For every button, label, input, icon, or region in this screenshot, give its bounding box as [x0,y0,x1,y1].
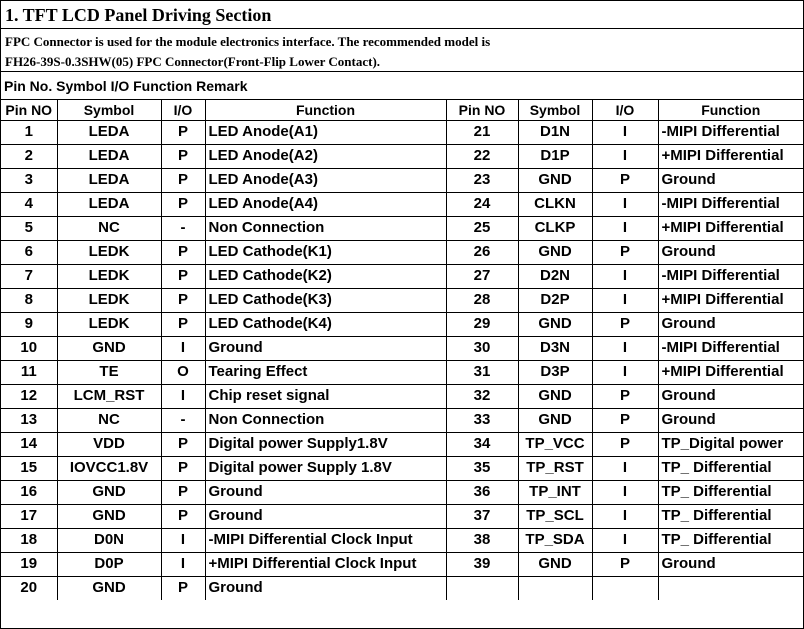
table-row [1,552,803,576]
description [1,29,803,72]
pin-table [1,100,803,600]
function-cell: +MIPI Differential Clock Input [205,552,446,576]
symbol-cell: LEDK [57,312,161,336]
symbol-cell: GND [57,576,161,600]
table-row [1,408,803,432]
symbol-cell: TP_SDA [518,528,592,552]
function-cell: Ground [205,576,446,600]
io-cell: I [161,336,205,360]
symbol-cell: NC [57,216,161,240]
io-cell: I [592,192,658,216]
pin-no-cell: 10 [1,336,57,360]
symbol-cell: CLKN [518,192,592,216]
pin-no-cell: 28 [446,288,518,312]
symbol-cell: GND [518,384,592,408]
pin-no-cell: 5 [1,216,57,240]
pin-no-cell: 38 [446,528,518,552]
pin-no-cell [446,576,518,600]
io-cell: I [161,528,205,552]
pin-no-cell: 37 [446,504,518,528]
pin-no-cell: 32 [446,384,518,408]
pin-no-cell: 34 [446,432,518,456]
table-row [1,264,803,288]
table-row [1,192,803,216]
io-cell: I [161,552,205,576]
symbol-cell: TE [57,360,161,384]
pin-no-cell: 15 [1,456,57,480]
symbol-cell: D1N [518,120,592,144]
io-cell: P [161,120,205,144]
table-row [1,288,803,312]
function-cell: TP_ Differential [658,480,803,504]
io-cell: I [161,384,205,408]
table-row [1,432,803,456]
symbol-cell: TP_VCC [518,432,592,456]
function-cell: +MIPI Differential [658,144,803,168]
pin-no-cell: 18 [1,528,57,552]
pin-no-cell: 3 [1,168,57,192]
pin-no-cell: 7 [1,264,57,288]
symbol-cell: LEDA [57,144,161,168]
pin-no-cell: 27 [446,264,518,288]
header-symbol: Symbol [57,100,161,120]
header-io-2: I/O [592,100,658,120]
pin-no-cell: 4 [1,192,57,216]
pin-no-cell: 16 [1,480,57,504]
symbol-cell: D3N [518,336,592,360]
pin-no-cell: 6 [1,240,57,264]
description-line-2: FH26-39S-0.3SHW(05) FPC Connector(Front-Flip Lower Contact). [5,54,381,69]
io-cell: P [161,192,205,216]
function-cell: Ground [205,480,446,504]
pin-no-cell: 31 [446,360,518,384]
function-cell: Ground [205,336,446,360]
pin-no-cell: 9 [1,312,57,336]
symbol-cell: D2P [518,288,592,312]
function-cell: +MIPI Differential [658,288,803,312]
symbol-cell: LEDK [57,240,161,264]
symbol-cell: GND [518,552,592,576]
function-cell: LED Anode(A3) [205,168,446,192]
function-cell: Non Connection [205,216,446,240]
symbol-cell: TP_INT [518,480,592,504]
io-cell: I [592,144,658,168]
symbol-cell: D1P [518,144,592,168]
function-cell: Digital power Supply1.8V [205,432,446,456]
io-cell: P [161,264,205,288]
pin-no-cell: 14 [1,432,57,456]
io-cell: P [161,144,205,168]
pin-no-cell: 24 [446,192,518,216]
pin-no-cell: 19 [1,552,57,576]
pin-no-cell: 17 [1,504,57,528]
table-row [1,480,803,504]
function-cell: Digital power Supply 1.8V [205,456,446,480]
io-cell: I [592,480,658,504]
symbol-cell: GND [518,408,592,432]
io-cell: P [592,240,658,264]
function-cell: LED Anode(A2) [205,144,446,168]
io-cell: P [592,432,658,456]
symbol-cell: LEDK [57,288,161,312]
function-cell: LED Cathode(K2) [205,264,446,288]
io-cell: - [161,408,205,432]
table-subheader: Pin No. Symbol I/O Function Remark [1,72,803,100]
symbol-cell: TP_SCL [518,504,592,528]
header-pin-no-2: Pin NO [446,100,518,120]
symbol-cell: GND [57,336,161,360]
symbol-cell: GND [518,168,592,192]
pin-no-cell: 1 [1,120,57,144]
table-row [1,144,803,168]
pin-no-cell: 20 [1,576,57,600]
header-pin-no: Pin NO [1,100,57,120]
function-cell: Chip reset signal [205,384,446,408]
io-cell: P [161,432,205,456]
pin-no-cell: 26 [446,240,518,264]
symbol-cell: IOVCC1.8V [57,456,161,480]
function-cell: -MIPI Differential Clock Input [205,528,446,552]
io-cell: I [592,264,658,288]
symbol-cell: CLKP [518,216,592,240]
pin-no-cell: 35 [446,456,518,480]
function-cell: -MIPI Differential [658,192,803,216]
function-cell [658,576,803,600]
function-cell: LED Cathode(K4) [205,312,446,336]
pin-no-cell: 13 [1,408,57,432]
symbol-cell: D0N [57,528,161,552]
pin-no-cell: 21 [446,120,518,144]
function-cell: LED Anode(A1) [205,120,446,144]
function-cell: Tearing Effect [205,360,446,384]
io-cell: P [161,576,205,600]
io-cell: P [592,168,658,192]
table-row [1,576,803,600]
pin-no-cell: 36 [446,480,518,504]
function-cell: Ground [658,552,803,576]
pin-no-cell: 12 [1,384,57,408]
table-row [1,168,803,192]
function-cell: -MIPI Differential [658,120,803,144]
symbol-cell: TP_RST [518,456,592,480]
symbol-cell: VDD [57,432,161,456]
io-cell: I [592,456,658,480]
table-row [1,240,803,264]
symbol-cell: D2N [518,264,592,288]
io-cell: I [592,504,658,528]
pin-no-cell: 11 [1,360,57,384]
io-cell: P [592,312,658,336]
io-cell: P [592,384,658,408]
io-cell: P [161,504,205,528]
symbol-cell: LEDA [57,168,161,192]
function-cell: +MIPI Differential [658,360,803,384]
function-cell: +MIPI Differential [658,216,803,240]
io-cell: P [161,480,205,504]
symbol-cell: NC [57,408,161,432]
table-header-row [1,100,803,120]
io-cell: O [161,360,205,384]
io-cell: P [592,408,658,432]
function-cell: LED Cathode(K1) [205,240,446,264]
io-cell: - [161,216,205,240]
symbol-cell: LEDA [57,192,161,216]
symbol-cell: GND [57,480,161,504]
function-cell: TP_ Differential [658,528,803,552]
symbol-cell: LEDA [57,120,161,144]
io-cell: P [161,288,205,312]
function-cell: Ground [658,408,803,432]
pin-no-cell: 2 [1,144,57,168]
pin-no-cell: 23 [446,168,518,192]
function-cell: TP_Digital power [658,432,803,456]
symbol-cell [518,576,592,600]
pin-no-cell: 33 [446,408,518,432]
table-row [1,384,803,408]
io-cell: I [592,120,658,144]
header-function: Function [205,100,446,120]
pin-no-cell: 30 [446,336,518,360]
table-row [1,528,803,552]
io-cell: I [592,528,658,552]
symbol-cell: D0P [57,552,161,576]
io-cell [592,576,658,600]
io-cell: I [592,336,658,360]
function-cell: Non Connection [205,408,446,432]
header-function-2: Function [658,100,803,120]
io-cell: P [161,168,205,192]
table-row [1,504,803,528]
pin-no-cell: 29 [446,312,518,336]
io-cell: P [161,456,205,480]
function-cell: TP_ Differential [658,504,803,528]
table-row [1,360,803,384]
header-symbol-2: Symbol [518,100,592,120]
function-cell: TP_ Differential [658,456,803,480]
header-io: I/O [161,100,205,120]
table-row [1,336,803,360]
io-cell: P [161,312,205,336]
io-cell: I [592,360,658,384]
description-line-1: FPC Connector is used for the module electronics interface. The recommended model is [5,34,491,49]
function-cell: Ground [658,384,803,408]
symbol-cell: GND [57,504,161,528]
symbol-cell: D3P [518,360,592,384]
symbol-cell: GND [518,240,592,264]
function-cell: Ground [658,312,803,336]
section-title: 1. TFT LCD Panel Driving Section [1,1,803,29]
function-cell: -MIPI Differential [658,336,803,360]
function-cell: Ground [658,168,803,192]
table-row [1,456,803,480]
pin-no-cell: 8 [1,288,57,312]
io-cell: I [592,288,658,312]
table-row [1,216,803,240]
pin-no-cell: 39 [446,552,518,576]
table-row [1,120,803,144]
function-cell: Ground [658,240,803,264]
function-cell: -MIPI Differential [658,264,803,288]
table-row [1,312,803,336]
pin-no-cell: 22 [446,144,518,168]
symbol-cell: GND [518,312,592,336]
symbol-cell: LCM_RST [57,384,161,408]
io-cell: P [161,240,205,264]
io-cell: I [592,216,658,240]
pin-no-cell: 25 [446,216,518,240]
symbol-cell: LEDK [57,264,161,288]
function-cell: Ground [205,504,446,528]
function-cell: LED Anode(A4) [205,192,446,216]
function-cell: LED Cathode(K3) [205,288,446,312]
io-cell: P [592,552,658,576]
